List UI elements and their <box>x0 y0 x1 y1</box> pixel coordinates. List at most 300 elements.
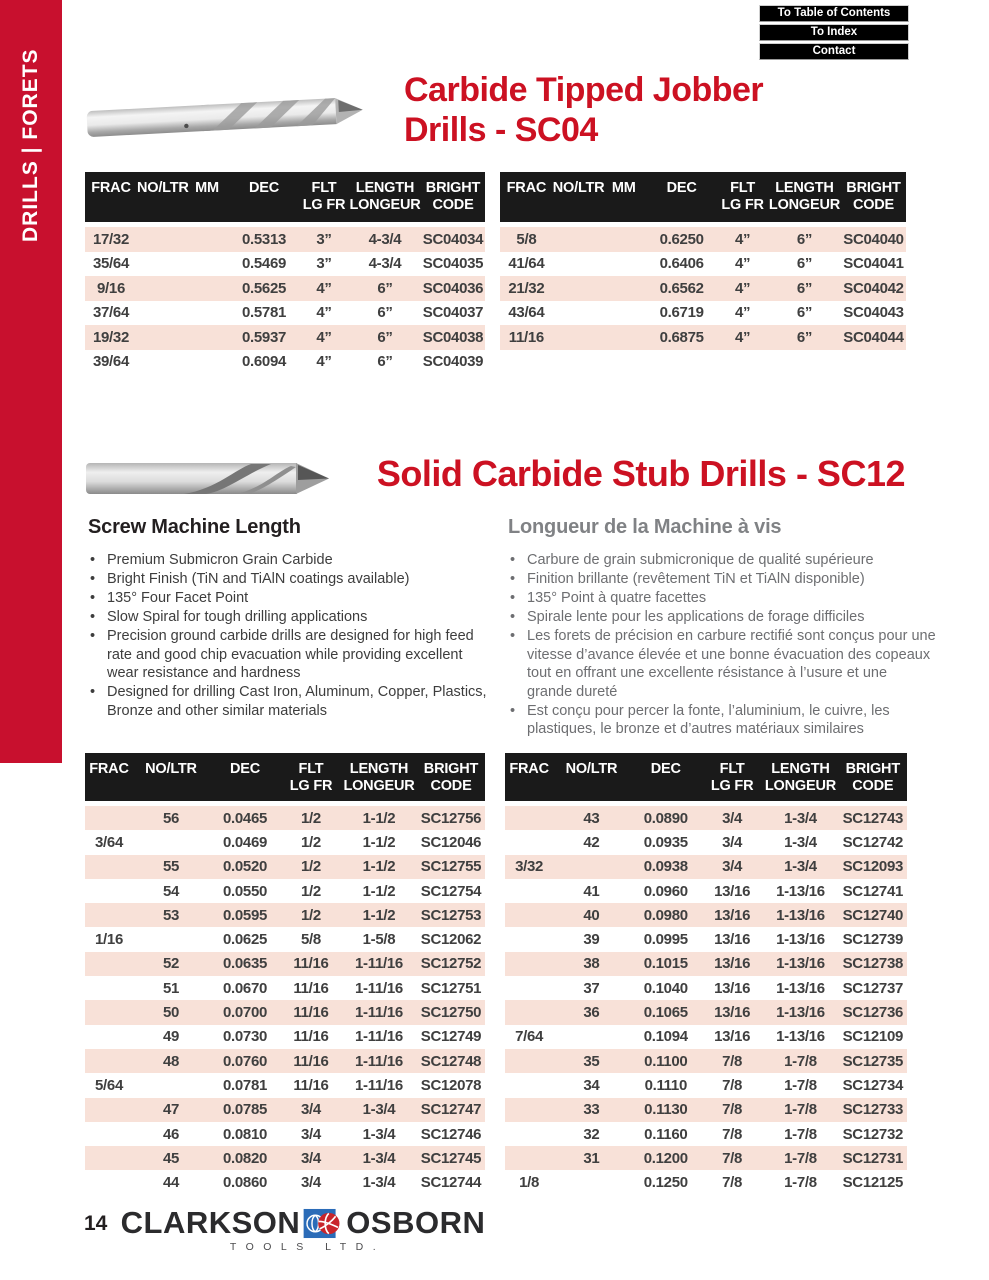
link-to-table-of-contents[interactable]: To Table of Contents <box>759 5 909 22</box>
section1-title-line2: Drills - SC04 <box>404 111 598 149</box>
table-header <box>85 753 485 801</box>
table-cell: SC12753 <box>420 906 482 924</box>
table-cell: 1-13/16 <box>776 955 825 973</box>
table-cell: 36 <box>583 1004 600 1022</box>
table-row <box>500 252 906 277</box>
table-cell: 1-3/4 <box>362 1149 396 1167</box>
table-cell: 11/16 <box>508 328 544 346</box>
table-cell: 4” <box>734 255 751 273</box>
column-header: NO/LTR <box>137 180 189 196</box>
table-row <box>85 350 485 375</box>
table-cell: 6” <box>796 255 813 273</box>
table-cell: 0.5937 <box>241 328 287 346</box>
table-cell: 0.0635 <box>222 955 268 973</box>
table-cell: SC12747 <box>420 1101 482 1119</box>
table-row <box>505 1122 907 1146</box>
table-cell: 3” <box>316 230 332 248</box>
table-cell: 1-13/16 <box>776 931 825 949</box>
table-body <box>500 227 906 350</box>
table-row <box>505 879 907 903</box>
table-cell: 34 <box>583 1076 600 1094</box>
table-row <box>85 1073 485 1097</box>
table-cell: 1/16 <box>95 931 123 949</box>
table-cell: 3/4 <box>301 1174 321 1192</box>
table-cell: 0.0520 <box>222 858 268 876</box>
table-cell: 43/64 <box>508 304 545 322</box>
table-row <box>85 276 485 301</box>
table-cell: 7/64 <box>515 1028 544 1046</box>
bullet-item: • Est conçu pour percer la fonte, l’aluminium, le cuivre, les plastiques, le bronze et d’autres matériaux similaires <box>508 702 936 739</box>
table-cell: 21/32 <box>508 279 545 297</box>
table-row <box>85 855 485 879</box>
bullet-item: • Spirale lente pour les applications de forage difficiles <box>508 608 936 627</box>
table-cell: 11/16 <box>293 1028 329 1046</box>
table-cell: 4” <box>316 328 332 346</box>
table-cell: 5/64 <box>95 1076 123 1094</box>
table-cell: SC12737 <box>842 979 904 997</box>
column-header: FLT LG FR <box>289 761 333 794</box>
column-header: NO/LTR <box>145 761 197 777</box>
table-cell: 1-11/16 <box>355 1052 403 1070</box>
table-cell: 1-1/2 <box>362 906 396 924</box>
table-cell: 17/32 <box>92 230 130 248</box>
english-feature-heading: Screw Machine Length <box>88 516 301 538</box>
table-row <box>505 927 907 951</box>
bullet-item: • Precision ground carbide drills are designed for high feed rate and good chip evacuation while providing excellent wear resistance and hardness <box>88 627 488 683</box>
table-cell: 0.5781 <box>241 304 287 322</box>
table-cell: 0.5469 <box>241 255 287 273</box>
table-cell: 13/16 <box>714 931 751 949</box>
table-cell: 4” <box>316 304 332 322</box>
table-cell: 0.1250 <box>643 1174 688 1192</box>
table-cell: 7/8 <box>722 1052 743 1070</box>
table-cell: 3/32 <box>515 858 544 876</box>
table-cell: SC04038 <box>422 328 484 346</box>
table-cell: 31 <box>583 1149 600 1167</box>
table-cell: 1-11/16 <box>355 1004 403 1022</box>
table-cell: 46 <box>162 1125 180 1143</box>
table-cell: 1-11/16 <box>355 979 403 997</box>
table-cell: 0.0730 <box>222 1028 268 1046</box>
table-cell: SC12046 <box>420 833 482 851</box>
table-cell: SC12746 <box>420 1125 482 1143</box>
table-row <box>85 1170 485 1194</box>
column-header: MM <box>611 180 636 196</box>
table-cell: 1-13/16 <box>776 1004 825 1022</box>
section2-title: Solid Carbide Stub Drills - SC12 <box>376 453 905 494</box>
section1-title <box>404 70 763 150</box>
table-cell: 0.0781 <box>222 1076 268 1094</box>
table-cell: 0.6406 <box>659 255 704 273</box>
table-row <box>505 976 907 1000</box>
table-cell: 11/16 <box>293 979 329 997</box>
column-header: LENGTH LONGEUR <box>768 180 841 213</box>
table-cell: SC12754 <box>420 882 482 900</box>
column-header: LENGTH LONGEUR <box>349 180 421 213</box>
table-cell: 49 <box>162 1028 180 1046</box>
table-cell: 54 <box>162 882 180 900</box>
table-cell: 6” <box>377 279 393 297</box>
sc04-table-right <box>500 172 906 350</box>
table-cell: SC12738 <box>842 955 904 973</box>
table-cell: 1-11/16 <box>355 955 403 973</box>
column-header: BRIGHT CODE <box>846 180 901 213</box>
column-header: BRIGHT CODE <box>423 761 479 794</box>
table-cell: 37 <box>583 979 600 997</box>
table-cell: SC04039 <box>422 353 484 371</box>
table-cell: SC12731 <box>842 1149 904 1167</box>
table-header <box>505 753 907 801</box>
table-cell: SC04043 <box>843 304 904 322</box>
table-cell: 5/8 <box>301 931 321 949</box>
table-cell: 1/2 <box>301 858 321 876</box>
table-cell: 4-3/4 <box>368 230 402 248</box>
table-cell: SC12750 <box>420 1004 482 1022</box>
table-cell: 1-3/4 <box>784 809 817 827</box>
table-cell: SC04034 <box>422 230 484 248</box>
table-row <box>500 227 906 252</box>
table-cell: 1-1/2 <box>362 858 396 876</box>
table-cell: SC12739 <box>842 931 904 949</box>
table-cell: 39/64 <box>92 353 130 371</box>
table-cell: 0.1110 <box>644 1076 687 1094</box>
bullet-item: • Designed for drilling Cast Iron, Aluminum, Copper, Plastics, Bronze and other similar materials <box>88 683 488 720</box>
table-cell: 42 <box>583 833 600 851</box>
table-cell: SC12736 <box>842 1004 904 1022</box>
table-cell: 3/4 <box>722 809 743 827</box>
column-header: LENGTH LONGEUR <box>764 761 836 794</box>
table-cell: 1-11/16 <box>355 1028 403 1046</box>
table-header <box>85 172 485 222</box>
table-cell: 0.0938 <box>643 858 688 876</box>
table-row <box>85 976 485 1000</box>
table-cell: 1/8 <box>519 1174 540 1192</box>
table-cell: SC12742 <box>842 833 904 851</box>
logo-subtitle: TOOLS LTD. <box>229 1241 386 1253</box>
table-cell: 33 <box>583 1101 600 1119</box>
table-cell: 4” <box>316 279 332 297</box>
table-cell: SC12109 <box>842 1028 904 1046</box>
table-cell: 3/4 <box>722 858 743 876</box>
table-cell: 1-7/8 <box>784 1149 817 1167</box>
bullet-item: • Slow Spiral for tough drilling applications <box>88 608 488 627</box>
table-row <box>505 1073 907 1097</box>
table-cell: SC12751 <box>420 979 482 997</box>
table-cell: 3” <box>316 255 332 273</box>
table-cell: 4” <box>734 279 751 297</box>
table-cell: 0.0469 <box>222 833 268 851</box>
table-cell: SC04036 <box>422 279 484 297</box>
table-cell: 11/16 <box>293 1004 329 1022</box>
table-cell: 0.6094 <box>241 353 287 371</box>
table-cell: 35/64 <box>92 255 130 273</box>
table-cell: SC12756 <box>420 809 482 827</box>
column-header: FRAC <box>509 761 549 777</box>
table-cell: 6” <box>377 304 393 322</box>
sidebar-section-label: DRILLS | FORETS <box>19 48 42 242</box>
table-cell: 7/8 <box>722 1149 743 1167</box>
table-row <box>505 1025 907 1049</box>
table-cell: 37/64 <box>92 304 130 322</box>
column-header: FRAC <box>91 180 131 196</box>
table-row <box>85 1000 485 1024</box>
table-cell: 44 <box>162 1174 180 1192</box>
sc12-table-left <box>85 753 485 1195</box>
table-body <box>505 806 907 1195</box>
table-cell: 6” <box>377 353 393 371</box>
table-cell: 4” <box>734 328 751 346</box>
table-cell: 11/16 <box>293 1076 329 1094</box>
table-cell: 52 <box>162 955 180 973</box>
table-cell: 0.0700 <box>222 1004 268 1022</box>
table-row <box>505 806 907 830</box>
table-cell: 1-1/2 <box>362 882 396 900</box>
table-cell: 0.5625 <box>241 279 287 297</box>
table-cell: 1/2 <box>301 882 321 900</box>
table-cell: 0.6250 <box>659 230 704 248</box>
column-header: FLT LG FR <box>721 180 764 213</box>
table-cell: 3/4 <box>722 833 743 851</box>
table-cell: 0.0860 <box>222 1174 268 1192</box>
table-row <box>500 301 906 326</box>
table-cell: 55 <box>162 858 180 876</box>
table-cell: 51 <box>162 979 180 997</box>
bullet-item: • Finition brillante (revêtement TiN et TiAlN disponible) <box>508 570 936 589</box>
table-row <box>505 903 907 927</box>
table-cell: SC12741 <box>842 882 904 900</box>
table-cell: 3/4 <box>301 1125 321 1143</box>
bullet-item: • Les forets de précision en carbure rectifié sont conçus pour une vitesse d’avance élevée et une bonne évacuation des copeaux tout en offrant une excellente résistance à l’usure et une grande dureté <box>508 627 936 701</box>
table-cell: 0.6562 <box>659 279 704 297</box>
table-cell: 0.0960 <box>643 882 688 900</box>
table-row <box>505 855 907 879</box>
table-cell: 6” <box>377 328 393 346</box>
table-cell: 0.1100 <box>644 1052 688 1070</box>
table-row <box>85 1122 485 1146</box>
table-cell: SC12093 <box>842 858 904 876</box>
table-cell: 0.5313 <box>241 230 287 248</box>
table-cell: 1-3/4 <box>784 858 817 876</box>
table-cell: 47 <box>162 1101 180 1119</box>
table-cell: 1-1/2 <box>362 809 396 827</box>
table-row <box>505 1146 907 1170</box>
table-cell: 0.0785 <box>222 1101 268 1119</box>
table-cell: 0.0890 <box>643 809 688 827</box>
table-cell: SC04042 <box>843 279 904 297</box>
table-cell: 35 <box>583 1052 600 1070</box>
table-cell: 13/16 <box>714 979 751 997</box>
table-cell: 1-13/16 <box>776 1028 825 1046</box>
column-header: BRIGHT CODE <box>425 180 481 213</box>
table-cell: 0.0980 <box>643 906 688 924</box>
table-cell: 13/16 <box>714 882 751 900</box>
table-cell: 1-5/8 <box>362 931 396 949</box>
column-header: FLT LG FR <box>710 761 754 794</box>
table-cell: 3/4 <box>301 1149 321 1167</box>
table-cell: SC12740 <box>842 906 904 924</box>
table-cell: SC12735 <box>842 1052 904 1070</box>
table-cell: SC04035 <box>422 255 484 273</box>
table-cell: 0.0550 <box>222 882 268 900</box>
table-row <box>85 1049 485 1073</box>
table-cell: SC12744 <box>420 1174 482 1192</box>
french-feature-list <box>508 551 936 739</box>
section1-title-line1: Carbide Tipped Jobber <box>404 71 764 109</box>
table-cell: 0.1094 <box>643 1028 688 1046</box>
table-cell: 1-7/8 <box>784 1052 817 1070</box>
table-row <box>505 1049 907 1073</box>
table-row <box>85 952 485 976</box>
table-cell: 0.1065 <box>643 1004 688 1022</box>
table-row <box>500 325 906 350</box>
table-row <box>85 1146 485 1170</box>
table-cell: 1-7/8 <box>784 1125 817 1143</box>
table-cell: SC12734 <box>842 1076 904 1094</box>
table-cell: 11/16 <box>293 955 329 973</box>
table-cell: 9/16 <box>97 279 125 297</box>
sc04-table-left <box>85 172 485 374</box>
table-cell: 41 <box>583 882 600 900</box>
table-cell: 13/16 <box>714 1028 751 1046</box>
table-cell: 1/2 <box>301 833 321 851</box>
table-cell: 4” <box>734 304 751 322</box>
column-header: NO/LTR <box>565 761 618 777</box>
bullet-item: • Bright Finish (TiN and TiAlN coatings available) <box>88 570 488 589</box>
table-cell: 19/32 <box>92 328 130 346</box>
column-header: NO/LTR <box>552 180 605 196</box>
table-row <box>505 1000 907 1024</box>
table-cell: 1-3/4 <box>362 1174 396 1192</box>
table-cell: 13/16 <box>714 955 751 973</box>
table-cell: 1-13/16 <box>776 979 825 997</box>
bullet-item: • Premium Submicron Grain Carbide <box>88 551 488 570</box>
table-cell: 40 <box>583 906 600 924</box>
table-cell: 0.0935 <box>643 833 688 851</box>
table-cell: 0.0465 <box>222 809 268 827</box>
table-cell: 50 <box>162 1004 180 1022</box>
column-header: DEC <box>666 180 697 196</box>
jobber-drill-image <box>84 58 372 168</box>
table-cell: 0.1200 <box>643 1149 688 1167</box>
table-cell: 1-3/4 <box>362 1125 396 1143</box>
table-cell: SC04044 <box>843 328 904 346</box>
table-cell: 1-11/16 <box>355 1076 403 1094</box>
table-cell: 0.0820 <box>222 1149 268 1167</box>
table-cell: 11/16 <box>293 1052 329 1070</box>
table-cell: 53 <box>162 906 180 924</box>
column-header: MM <box>195 180 219 196</box>
table-cell: 0.1040 <box>643 979 688 997</box>
stub-drill-image <box>84 448 342 510</box>
table-cell: SC12078 <box>420 1076 482 1094</box>
table-cell: 7/8 <box>722 1174 743 1192</box>
french-feature-heading: Longueur de la Machine à vis <box>508 516 782 538</box>
table-cell: 41/64 <box>508 255 545 273</box>
column-header: FLT LG FR <box>302 180 346 213</box>
table-cell: 0.0670 <box>222 979 268 997</box>
table-cell: 13/16 <box>714 906 751 924</box>
table-cell: 1/2 <box>301 906 321 924</box>
table-row <box>85 1025 485 1049</box>
table-cell: 45 <box>162 1149 180 1167</box>
table-cell: SC12752 <box>420 955 482 973</box>
table-cell: 1-7/8 <box>784 1101 817 1119</box>
table-cell: 1/2 <box>301 809 321 827</box>
table-row <box>85 227 485 252</box>
table-row <box>505 1170 907 1194</box>
table-cell: SC12755 <box>420 858 482 876</box>
clarkson-osborn-logo-icon <box>303 1208 343 1239</box>
table-cell: 1-7/8 <box>784 1076 817 1094</box>
table-cell: 1-7/8 <box>784 1174 817 1192</box>
table-cell: SC12749 <box>420 1028 482 1046</box>
table-cell: SC04040 <box>843 230 904 248</box>
table-header <box>500 172 906 222</box>
table-cell: 6” <box>796 230 813 248</box>
table-cell: 7/8 <box>722 1076 743 1094</box>
bullet-item: • 135° Four Facet Point <box>88 589 488 608</box>
bullet-item: • Carbure de grain submicronique de qualité supérieure <box>508 551 936 570</box>
table-row <box>85 301 485 326</box>
table-cell: 1-3/4 <box>362 1101 396 1119</box>
nav-buttons <box>759 5 909 60</box>
table-cell: 4” <box>316 353 332 371</box>
column-header: BRIGHT CODE <box>845 761 900 794</box>
link-to-index[interactable]: To Index <box>759 24 909 41</box>
table-row <box>85 252 485 277</box>
column-header: LENGTH LONGEUR <box>343 761 415 794</box>
table-cell: 1-1/2 <box>362 833 396 851</box>
table-cell: 0.1015 <box>643 955 688 973</box>
table-cell: 0.6875 <box>659 328 704 346</box>
table-cell: 5/8 <box>516 230 537 248</box>
table-cell: 7/8 <box>722 1125 743 1143</box>
table-cell: 43 <box>583 809 600 827</box>
table-cell: SC04041 <box>843 255 904 273</box>
table-cell: 0.0810 <box>222 1125 268 1143</box>
table-cell: 0.1160 <box>644 1125 688 1143</box>
table-row <box>85 927 485 951</box>
clarkson-osborn-logo <box>120 1205 486 1253</box>
table-row <box>505 830 907 854</box>
table-row <box>85 830 485 854</box>
table-cell: 3/4 <box>301 1101 321 1119</box>
table-cell: SC12745 <box>420 1149 482 1167</box>
table-row <box>85 325 485 350</box>
table-cell: SC12062 <box>420 931 482 949</box>
table-cell: 0.0625 <box>222 931 268 949</box>
bullet-item: • 135° Point à quatre facettes <box>508 589 936 608</box>
table-cell: 3/64 <box>95 833 123 851</box>
column-header: DEC <box>229 761 260 777</box>
table-cell: 0.0760 <box>222 1052 268 1070</box>
table-cell: SC04037 <box>422 304 484 322</box>
table-cell: 48 <box>162 1052 180 1070</box>
table-row <box>85 879 485 903</box>
english-feature-list <box>88 551 488 721</box>
table-cell: 32 <box>583 1125 600 1143</box>
table-cell: 1-13/16 <box>776 906 825 924</box>
table-cell: 0.6719 <box>659 304 704 322</box>
page-number: 14 <box>84 1212 108 1235</box>
table-body <box>85 806 485 1195</box>
link-contact[interactable]: Contact <box>759 43 909 60</box>
logo-word-osborn: OSBORN <box>346 1205 486 1240</box>
table-cell: 7/8 <box>722 1101 743 1119</box>
table-cell: 1-13/16 <box>776 882 825 900</box>
column-header: FRAC <box>89 761 129 777</box>
table-cell: SC12732 <box>842 1125 904 1143</box>
